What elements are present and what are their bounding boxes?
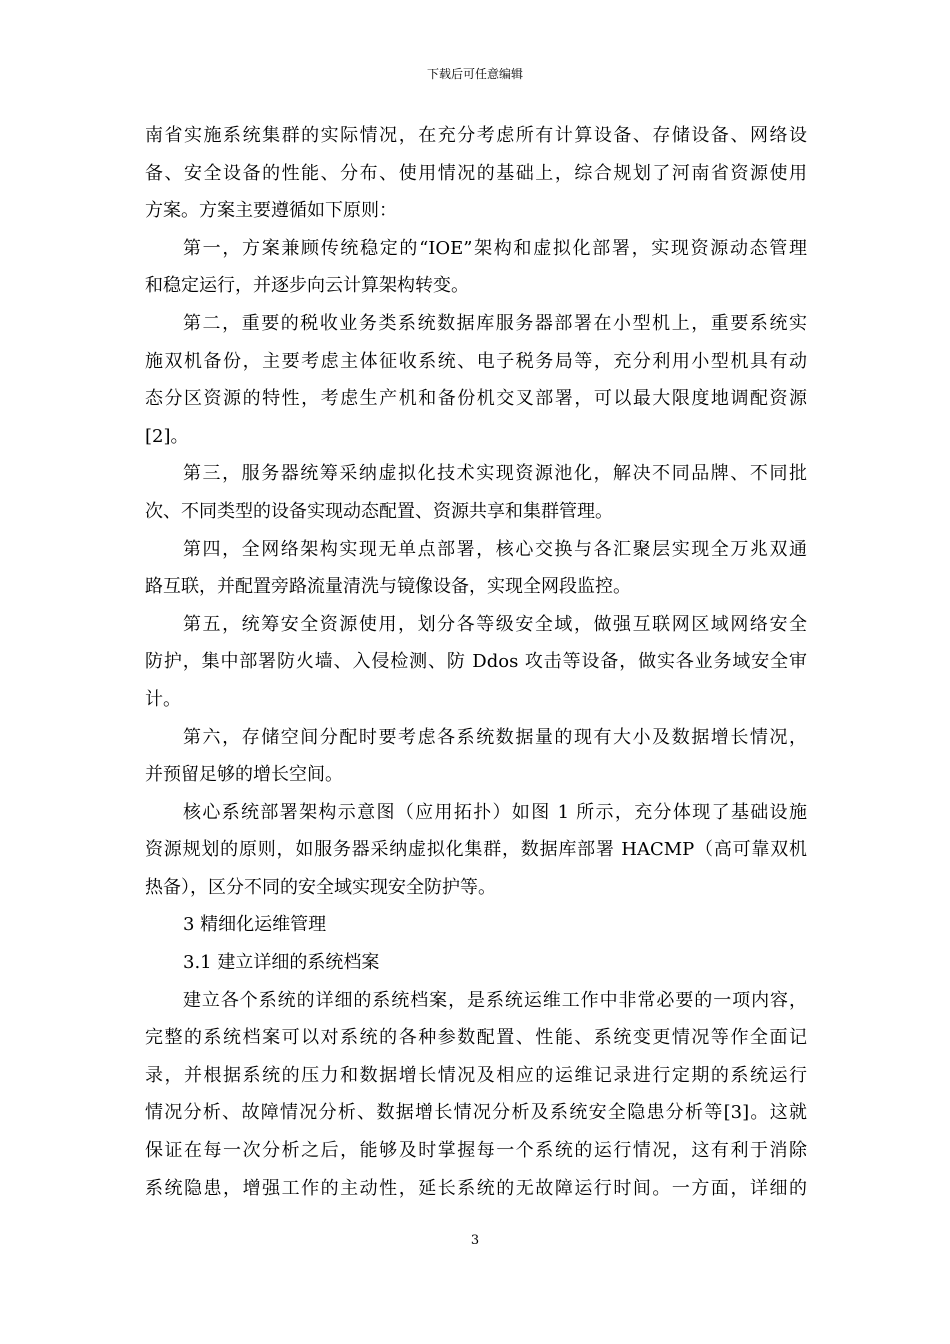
text-line: 第二，重要的税收业务类系统数据库服务器部署在小型机上，重要系统实	[183, 312, 807, 334]
text-line: 完整的系统档案可以对系统的各种参数配置、性能、系统变更情况等作全面记	[145, 1027, 807, 1049]
text-line: 第六，存储空间分配时要考虑各系统数据量的现有大小及数据增长情况，	[183, 726, 807, 748]
text-line: 施双机备份，主要考虑主体征收系统、电子税务局等，充分利用小型机具有动	[145, 350, 807, 372]
text-line: 南省实施系统集群的实际情况，在充分考虑所有计算设备、存储设备、网络设	[145, 125, 807, 146]
text-line: 和稳定运行，并逐步向云计算架构转变。	[145, 275, 469, 297]
text-line: [2]。	[145, 425, 189, 447]
document-body	[145, 117, 807, 1207]
text-line: 并预留足够的增长空间。	[145, 764, 343, 786]
text-line: 录，并根据系统的压力和数据增长情况及相应的运维记录进行定期的系统运行	[145, 1064, 807, 1086]
text-line: 保证在每一次分析之后，能够及时掌握每一个系统的运行情况，这有利于消除	[145, 1140, 807, 1162]
text-line: 资源规划的原则，如服务器采纳虚拟化集群，数据库部署 HACMP（高可靠双机	[145, 839, 807, 861]
section-heading: 3 精细化运维管理	[183, 914, 327, 936]
text-line: 第三，服务器统筹采纳虚拟化技术实现资源池化，解决不同品牌、不同批	[183, 463, 807, 485]
text-line: 热备），区分不同的安全域实现安全防护等。	[145, 876, 496, 898]
text-line: 备、安全设备的性能、分布、使用情况的基础上，综合规划了河南省资源使用	[145, 162, 807, 184]
subsection-heading: 3.1 建立详细的系统档案	[183, 952, 380, 974]
text-line: 计。	[145, 688, 181, 710]
page-header: 下载后可任意编辑	[426, 67, 523, 81]
text-line: 路互联，并配置旁路流量清洗与镜像设备，实现全网段监控。	[145, 576, 631, 598]
text-line: 第一，方案兼顾传统稳定的“IOE”架构和虚拟化部署，实现资源动态管理	[183, 237, 807, 259]
text-line: 第四，全网络架构实现无单点部署，核心交换与各汇聚层实现全万兆双通	[183, 538, 807, 560]
page-number: 3	[470, 1233, 480, 1248]
text-line: 建立各个系统的详细的系统档案，是系统运维工作中非常必要的一项内容，	[183, 989, 807, 1011]
text-line: 态分区资源的特性，考虑生产机和备份机交叉部署，可以最大限度地调配资源	[145, 388, 807, 410]
text-line: 防护，集中部署防火墙、入侵检测、防 Ddos 攻击等设备，做实各业务域安全审	[145, 651, 807, 673]
text-line: 系统隐患，增强工作的主动性，延长系统的无故障运行时间。一方面，详细的	[145, 1177, 807, 1199]
text-line: 次、不同类型的设备实现动态配置、资源共享和集群管理。	[145, 500, 613, 522]
text-line: 情况分析、故障情况分析、数据增长情况分析及系统安全隐患分析等[3]。这就	[145, 1102, 807, 1124]
text-line: 核心系统部署架构示意图（应用拓扑）如图 1 所示，充分体现了基础设施	[183, 801, 807, 823]
text-line: 第五，统筹安全资源使用，划分各等级安全域，做强互联网区域网络安全	[183, 613, 807, 635]
text-line: 方案。方案主要遵循如下原则：	[145, 200, 397, 222]
